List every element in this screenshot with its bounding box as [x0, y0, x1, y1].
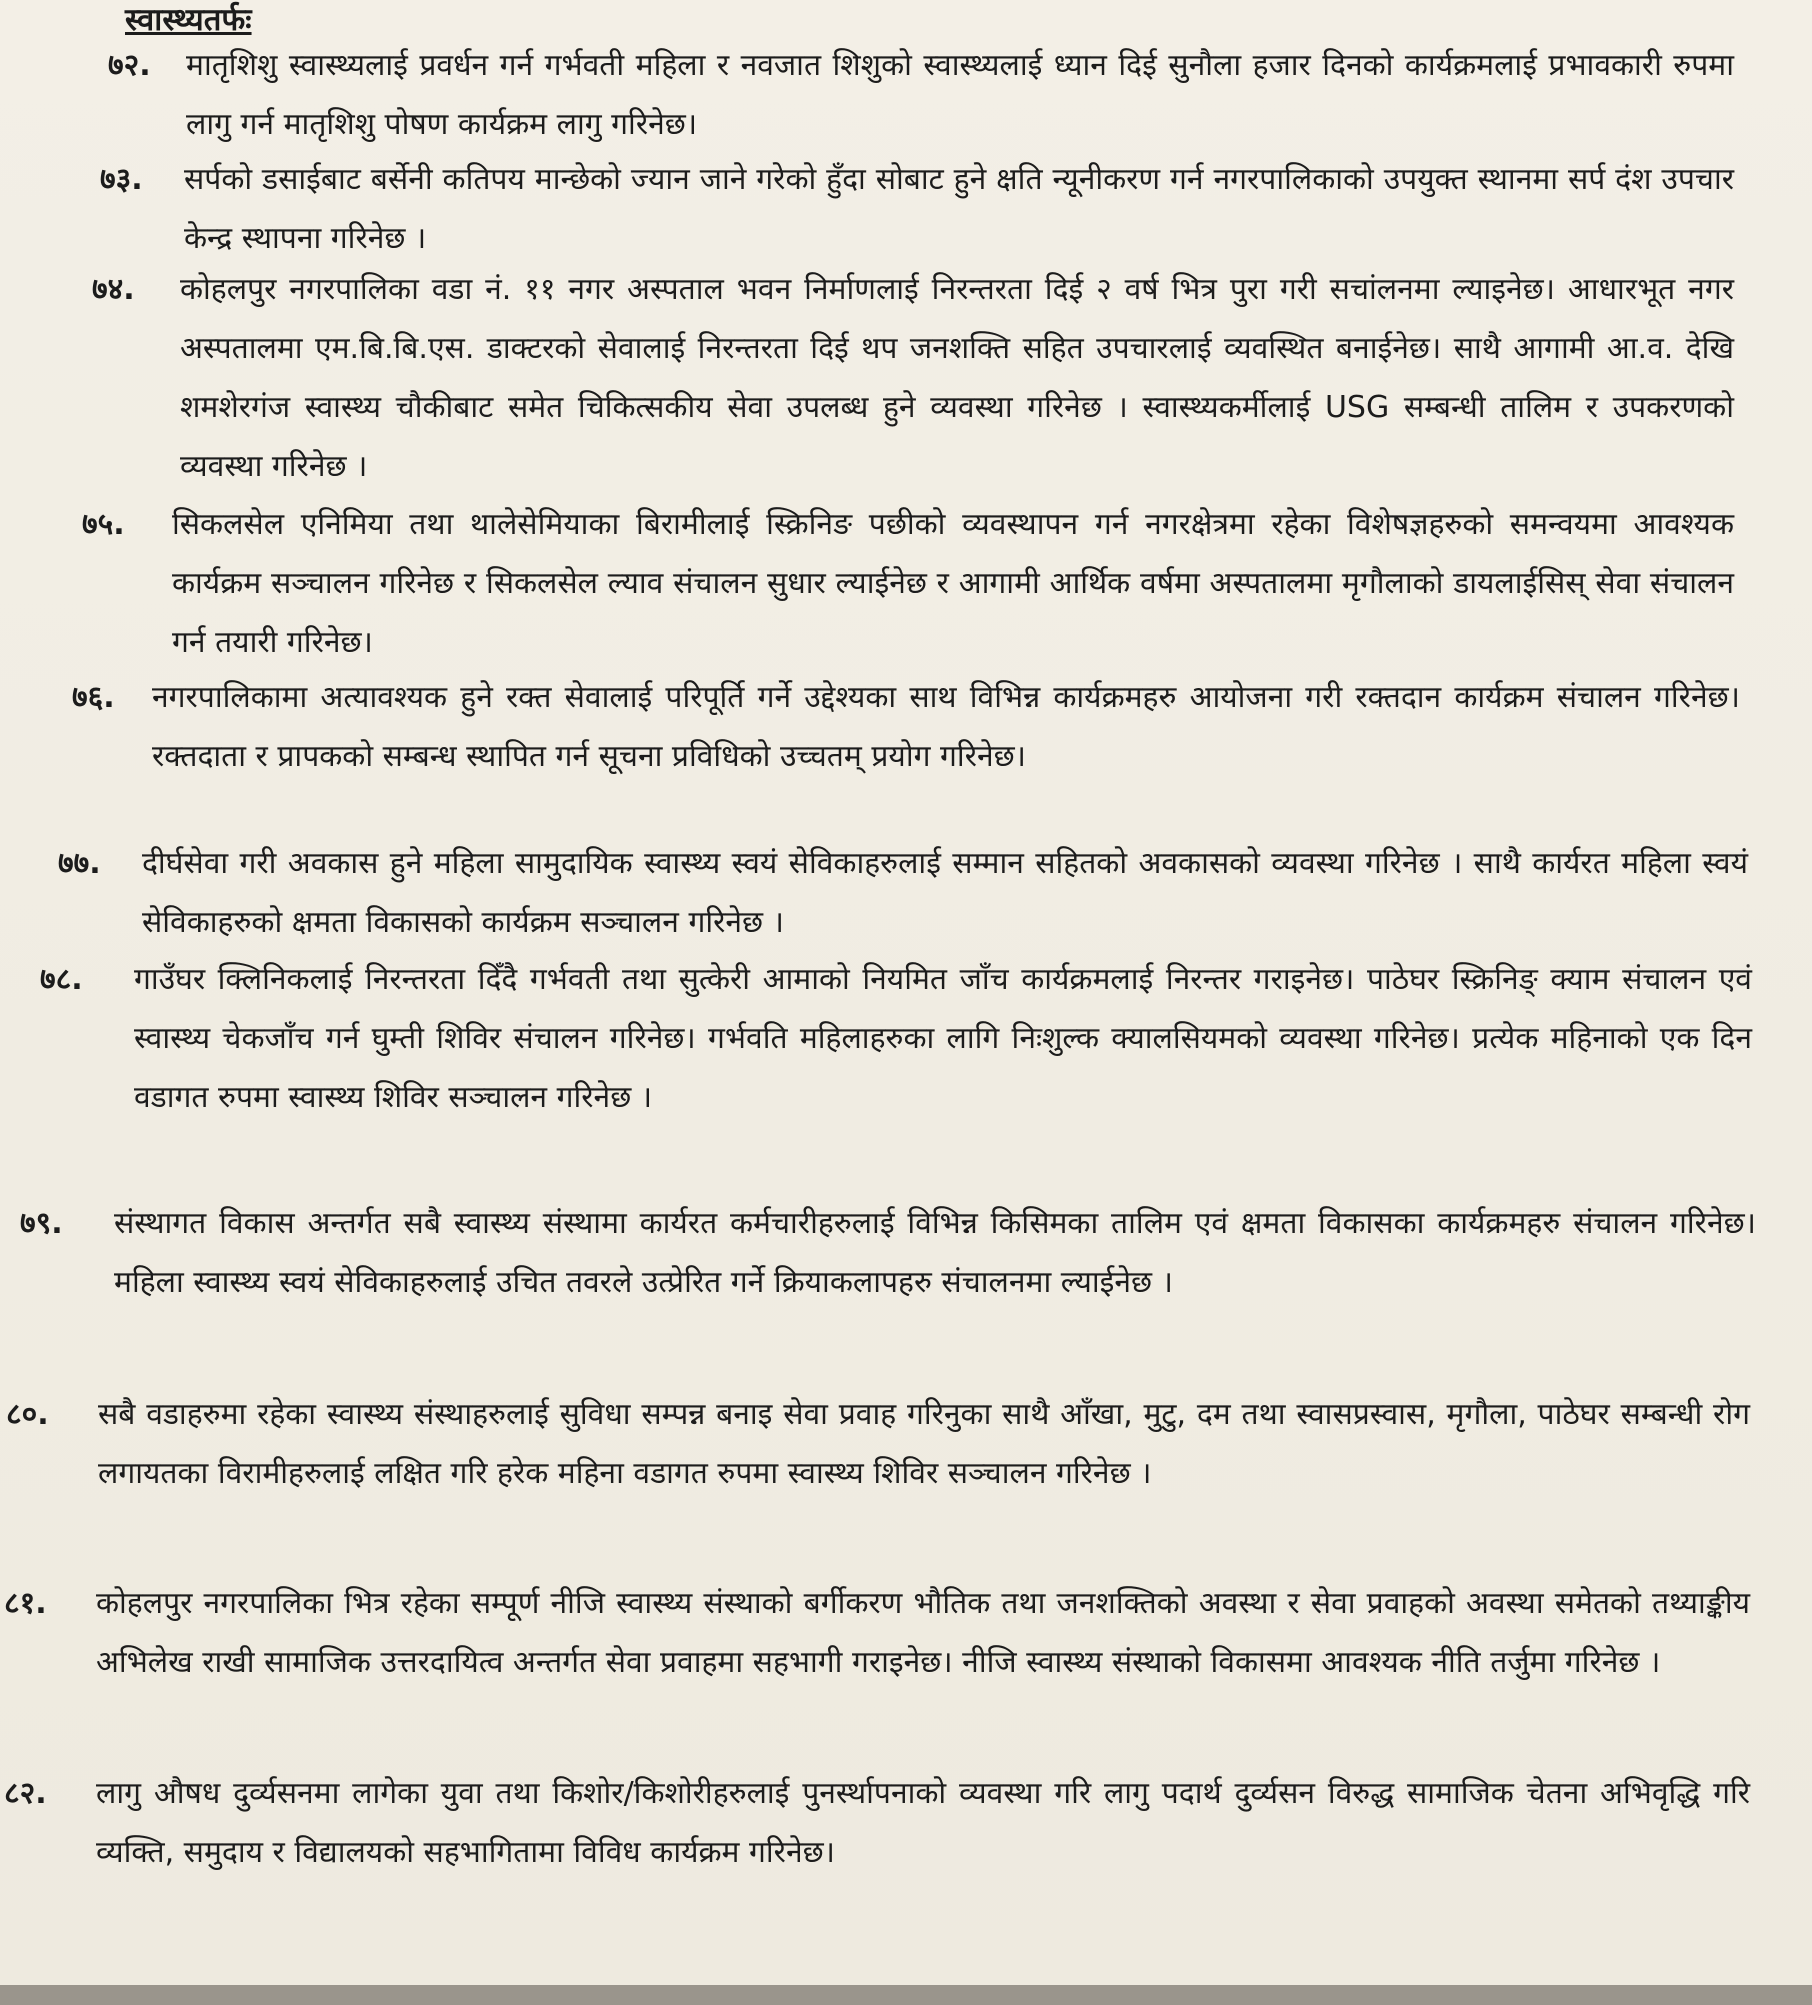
item-text: दीर्घसेवा गरी अवकास हुने महिला सामुदायिक स्वास्थ्य स्वयं सेविकाहरुलाई सम्मान सहितको अवकासको व्यवस्था गरिनेछ । साथै कार्यरत महिला स्वयं सेविकाहरुको क्षमता विकासको कार्यक्रम सञ्चालन गरिनेछ । — [142, 846, 1748, 940]
list-item — [4, 1574, 1750, 1692]
item-text: संस्थागत विकास अन्तर्गत सबै स्वास्थ्य संस्थामा कार्यरत कर्मचारीहरुलाई विभिन्न किसिमका तालिम एवं क्षमता विकासका कार्यक्रमहरु संचालन गरिनेछ। महिला स्वास्थ्य स्वयं सेविकाहरुलाई उचित तवरले उत्प्रेरित गर्ने क्रियाकलापहरु संचालनमा ल्याईनेछ । — [114, 1206, 1756, 1300]
item-text: सबै वडाहरुमा रहेका स्वास्थ्य संस्थाहरुलाई सुविधा सम्पन्न बनाइ सेवा प्रवाह गरिनुका साथै आँखा, मुटु, दम तथा स्वासप्रस्वास, मृगौला, पाठेघर सम्बन्धी रोग लगायतका विरामीहरुलाई लक्षित गरि हरेक महिना वडागत रुपमा स्वास्थ्य शिविर सञ्चालन गरिनेछ । — [98, 1397, 1750, 1491]
list-item — [20, 1194, 1756, 1312]
list-item — [72, 668, 1740, 786]
item-number: ७८. — [40, 962, 83, 997]
item-number: ७९. — [20, 1206, 63, 1241]
list-item — [58, 834, 1748, 952]
item-text: सर्पको डसाईबाट बर्सेनी कतिपय मान्छेको ज्यान जाने गरेको हुँदा सोबाट हुने क्षति न्यूनीकरण गर्न नगरपालिकाको उपयुक्त स्थानमा सर्प दंश उपचार केन्द्र स्थापना गरिनेछ । — [184, 162, 1734, 256]
item-number: ८०. — [6, 1397, 49, 1432]
item-text: कोहलपुर नगरपालिका भित्र रहेका सम्पूर्ण नीजि स्वास्थ्य संस्थाको बर्गीकरण भौतिक तथा जनशक्तिको अवस्था र सेवा प्रवाहको अवस्था समेतको तथ्याङ्कीय अभिलेख राखी सामाजिक उत्तरदायित्व अन्तर्गत सेवा प्रवाहमा सहभागी गराइनेछ। नीजि स्वास्थ्य संस्थाको विकासमा आवश्यक नीति तर्जुमा गरिनेछ । — [96, 1586, 1750, 1680]
list-item — [40, 950, 1752, 1127]
list-item — [108, 36, 1734, 154]
item-text: मातृशिशु स्वास्थ्यलाई प्रवर्धन गर्न गर्भवती महिला र नवजात शिशुको स्वास्थ्यलाई ध्यान दिई सुनौला हजार दिनको कार्यक्रमलाई प्रभावकारी रुपमा लागु गर्न मातृशिशु पोषण कार्यक्रम लागु गरिनेछ। — [186, 48, 1734, 142]
item-text: गाउँघर क्लिनिकलाई निरन्तरता दिँदै गर्भवती तथा सुत्केरी आमाको नियमित जाँच कार्यक्रमलाई निरन्तर गराइनेछ। पाठेघर स्क्रिनिङ् क्याम संचालन एवं स्वास्थ्य चेकजाँच गर्न घुम्ती शिविर संचालन गरिनेछ। गर्भवति महिलाहरुका लागि निःशुल्क क्यालसियमको व्यवस्था गरिनेछ। प्रत्येक महिनाको एक दिन वडागत रुपमा स्वास्थ्य शिविर सञ्चालन गरिनेछ । — [134, 962, 1752, 1115]
list-item — [4, 1764, 1750, 1882]
list-item — [92, 260, 1734, 496]
item-text: सिकलसेल एनिमिया तथा थालेसेमियाका बिरामीलाई स्क्रिनिङ पछीको व्यवस्थापन गर्न नगरक्षेत्रमा रहेका विशेषज्ञहरुको समन्वयमा आवश्यक कार्यक्रम सञ्चालन गरिनेछ र सिकलसेल ल्याव संचालन सुधार ल्याईनेछ र आगामी आर्थिक वर्षमा अस्पतालमा मृगौलाको डायलाईसिस् सेवा संचालन गर्न तयारी गरिनेछ। — [172, 507, 1734, 660]
page-bottom-edge — [0, 1985, 1812, 2005]
item-number: ७६. — [72, 680, 115, 715]
item-number: ७५. — [82, 507, 125, 542]
item-text: कोहलपुर नगरपालिका वडा नं. ११ नगर अस्पताल भवन निर्माणलाई निरन्तरता दिई २ वर्ष भित्र पुरा गरी सचांलनमा ल्याइनेछ। आधारभूत नगर अस्पतालमा एम.बि.बि.एस. डाक्टरको सेवालाई निरन्तरता दिई थप जनशक्ति सहित उपचारलाई व्यवस्थित बनाईनेछ। साथै आगामी आ.व. देखि शमशेरगंज स्वास्थ्य चौकीबाट समेत चिकित्सकीय सेवा उपलब्ध हुने व्यवस्था गरिनेछ । स्वास्थ्यकर्मीलाई USG सम्बन्धी तालिम र उपकरणको व्यवस्था गरिनेछ । — [180, 272, 1734, 484]
item-number: ७७. — [58, 846, 101, 881]
item-number: ७४. — [92, 272, 135, 307]
list-item — [6, 1385, 1750, 1503]
section-heading: स्वास्थ्यतर्फः — [125, 2, 252, 38]
list-item — [100, 150, 1734, 268]
item-number: ८२. — [4, 1776, 47, 1811]
item-number: ८१. — [4, 1586, 47, 1621]
item-text: नगरपालिकामा अत्यावश्यक हुने रक्त सेवालाई परिपूर्ति गर्ने उद्देश्यका साथ विभिन्न कार्यक्रमहरु आयोजना गरी रक्तदान कार्यक्रम संचालन गरिनेछ। रक्तदाता र प्रापकको सम्बन्ध स्थापित गर्न सूचना प्रविधिको उच्चतम् प्रयोग गरिनेछ। — [152, 680, 1740, 774]
list-item — [82, 495, 1734, 672]
item-number: ७३. — [100, 162, 143, 197]
item-text: लागु औषध दुर्व्यसनमा लागेका युवा तथा किशोर/किशोरीहरुलाई पुनर्स्थापनाको व्यवस्था गरि लागु पदार्थ दुर्व्यसन विरुद्ध सामाजिक चेतना अभिवृद्धि गरि व्यक्ति, समुदाय र विद्यालयको सहभागितामा विविध कार्यक्रम गरिनेछ। — [96, 1776, 1750, 1870]
item-number: ७२. — [108, 48, 151, 83]
